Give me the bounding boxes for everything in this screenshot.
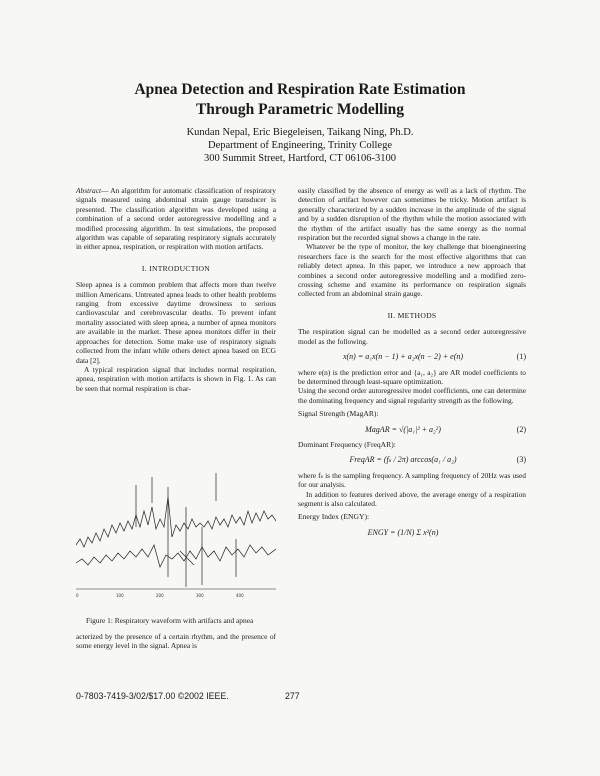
equation-1 bbox=[298, 352, 526, 361]
equation-1-number: (1) bbox=[516, 352, 526, 362]
equation-4-body: ENGY = (1/N) Σ x²(n) bbox=[367, 527, 439, 537]
equation-3-body: FreqAR = (fₛ / 2π) arccos(a₁ / a₂) bbox=[349, 455, 457, 465]
left-column bbox=[76, 186, 276, 393]
copyright-notice: 0-7803-7419-3/02/$17.00 ©2002 IEEE. bbox=[76, 691, 229, 701]
intro-paragraph-1: Sleep apnea is a common problem that affects more than twelve million Americans. Untreated apnea leads to other health problems ranging from excessive daytime drowsiness to serious cardiovascular and cerebrovascular deaths. To prevent infant mortality associated with sleep apnea, a number of apnea monitors are available in the market. These apnea monitors differ in their approaches for detection. Some make use of respiratory signals collected from the infant while others detect apnea based on ECG data [2]. bbox=[76, 280, 276, 365]
methods-paragraph-5: In addition to features derived above, the average energy of a respiration segment is also calculated. bbox=[298, 489, 526, 508]
title-line-2: Through Parametric Modelling bbox=[195, 101, 405, 118]
intro-paragraph-2: A typical respiration signal that includes normal respiration, apnea, respiration with motion artifacts is shown in Fig. 1. As can be seen that normal respiration is char- bbox=[76, 364, 276, 393]
waveform-trace-2 bbox=[76, 545, 276, 567]
abstract bbox=[76, 186, 276, 252]
equation-3-number: (3) bbox=[516, 455, 526, 465]
x-tick: 300 bbox=[196, 593, 204, 598]
left-column-continued bbox=[76, 632, 276, 651]
x-tick: 400 bbox=[236, 593, 244, 598]
equation-4 bbox=[298, 528, 526, 537]
right-column bbox=[298, 186, 526, 543]
energy-index-label: Energy Index (ENGY): bbox=[298, 512, 370, 522]
abstract-label: Abstract bbox=[76, 186, 102, 195]
methods-paragraph-1: The respiration signal can be modelled as a second order autoregressive model as the following. bbox=[298, 327, 526, 346]
methods-heading: II. METHODS bbox=[387, 310, 437, 320]
x-tick: 200 bbox=[156, 593, 164, 598]
page-number: 277 bbox=[285, 691, 300, 701]
department: Department of Engineering, Trinity College bbox=[207, 140, 392, 151]
right-paragraph-2: Whatever be the type of monitor, the key challenge that bioengineering researchers face is the search for the most effective algorithms that can reliably detect apnea. In this paper, we introduce a new approach that combines a second order autoregressive modelling and a modified zero-crossing scheme and examine its performance on respiration signals collected from an abdominal strain gauge. bbox=[298, 242, 526, 299]
right-paragraph-1: easily classified by the absence of energy as well as a lack of rhythm. The detection of artifact however can sometimes be tricky. Motion artifact is generally characterized by a sudden increase in the amplitude of the signal and by a sudden disruption of the rhythm while the motion associated with the rhythm of the artifact usually has the same energy as the normal respiration but the recorded signal shows a change in the rate. bbox=[298, 186, 526, 243]
dominant-frequency-label: Dominant Frequency (FreqAR): bbox=[298, 439, 396, 449]
author-block bbox=[0, 126, 600, 165]
x-tick: 100 bbox=[116, 593, 124, 598]
continued-paragraph: acterized by the presence of a certain rhythm, and the presence of some energy level in the signal. Apnea is bbox=[76, 632, 276, 651]
authors: Kundan Nepal, Eric Biegeleisen, Taikang Ning, Ph.D. bbox=[186, 127, 414, 138]
abstract-text: — An algorithm for automatic classification of respiratory signals measured using abdominal strain gauge transducer is presented. The classification algorithm was developed using a combination of a second order autoregressive modelling and a modified processing algorithm. In test simulations, the proposed algorithm was capable of separating respiratory signals accurately in either apnea, respiration, or respiration with motion artifacts. bbox=[76, 186, 276, 252]
equation-3 bbox=[298, 455, 526, 464]
x-tick: 0 bbox=[76, 593, 79, 598]
methods-paragraph-3: Using the second order autoregressive model coefficients, one can determine the dominating frequency and signal regularity strength as the following. bbox=[298, 386, 526, 405]
intro-heading: I. INTRODUCTION bbox=[141, 263, 211, 273]
methods-paragraph-4: where fₛ is the sampling frequency. A sampling frequency of 20Hz was used for our analysis. bbox=[298, 470, 526, 490]
signal-strength-label: Signal Strength (MagAR): bbox=[298, 409, 379, 419]
respiratory-waveform-figure bbox=[76, 467, 276, 599]
methods-paragraph-2: where e(n) is the prediction error and {a₁, a₂} are AR model coefficients to be determined through least-square optimization. bbox=[298, 367, 526, 386]
equation-2 bbox=[298, 425, 526, 434]
address: 300 Summit Street, Hartford, CT 06106-3100 bbox=[204, 153, 396, 164]
figure-caption: Figure 1: Respiratory waveform with artifacts and apnea bbox=[86, 616, 254, 625]
waveform-trace bbox=[76, 497, 276, 547]
equation-2-number: (2) bbox=[516, 424, 526, 434]
equation-2-body: MagAR = √(|a₁|² + a₂²) bbox=[365, 424, 441, 434]
paper-title bbox=[0, 80, 600, 120]
equation-1-body: x(n) = a₁x(n − 1) + a₂x(n − 2) + e(n) bbox=[342, 352, 464, 362]
title-line-1: Apnea Detection and Respiration Rate Estimation bbox=[134, 81, 466, 98]
